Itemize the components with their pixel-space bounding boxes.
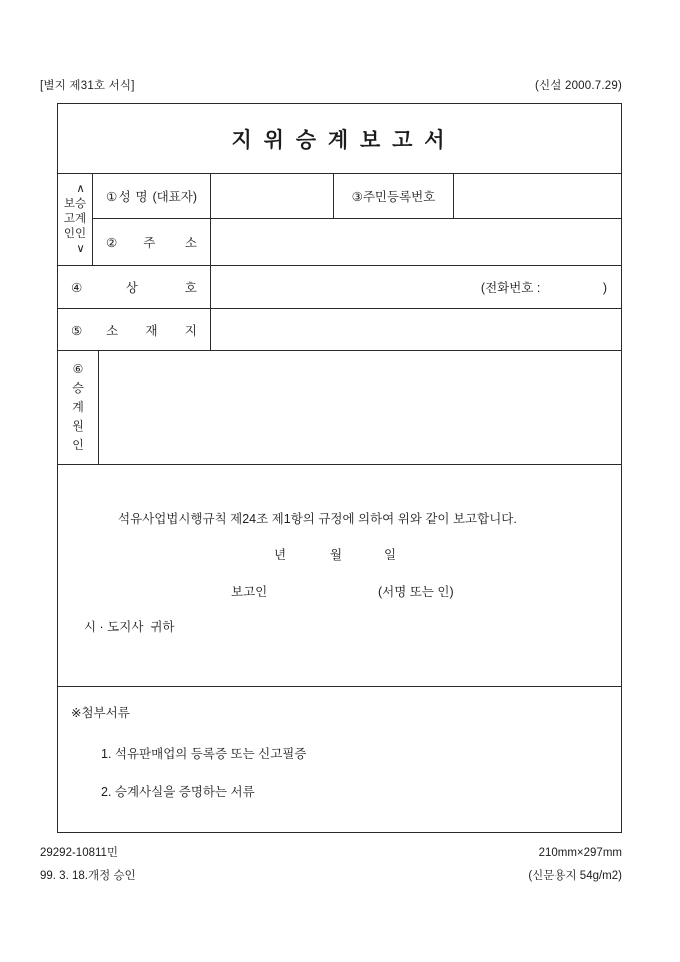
succession-cause-row bbox=[58, 351, 621, 465]
revision-approval-note: 99. 3. 18.개정 승인 bbox=[40, 870, 136, 882]
bracket-top-char: ∧ bbox=[76, 183, 85, 195]
location-label: ⑤소 재 지 bbox=[71, 323, 197, 338]
name-row bbox=[93, 174, 621, 219]
signer-label: 보고인 bbox=[231, 585, 268, 599]
location-row bbox=[58, 309, 621, 351]
location-value-cell bbox=[211, 309, 621, 350]
phone-number-note: (전화번호 : ) bbox=[480, 281, 607, 295]
succession-cause-value-cell bbox=[99, 351, 621, 464]
trade-name-value-cell bbox=[211, 266, 621, 308]
signature-or-seal-note: (서명 또는 인) bbox=[378, 585, 454, 599]
name-value-cell bbox=[211, 174, 334, 218]
trade-name-label-cell bbox=[58, 266, 211, 308]
trade-name-label: ④상 호 bbox=[71, 281, 197, 295]
vertical-char: 승 bbox=[72, 381, 84, 395]
bracket-bottom-char: ∨ bbox=[76, 243, 85, 255]
form-outer-box bbox=[57, 103, 622, 833]
resident-no-label: ③주민등록번호 bbox=[351, 190, 436, 204]
attachments-header: ※첨부서류 bbox=[71, 706, 130, 720]
name-label-cell bbox=[93, 174, 211, 218]
resident-no-value-cell bbox=[454, 174, 621, 218]
date-day-label: 일 bbox=[384, 548, 397, 562]
vertical-char: 인 bbox=[72, 438, 84, 452]
footer-left bbox=[40, 842, 136, 888]
recipient-line: 시 · 도지사 귀하 bbox=[84, 620, 175, 634]
address-label: ②주 소 bbox=[106, 236, 197, 250]
address-row bbox=[93, 219, 621, 265]
date-year-label: 년 bbox=[274, 548, 287, 562]
vertical-char: 계 bbox=[75, 213, 87, 225]
reporter-label-column bbox=[64, 197, 75, 242]
declaration-statement: 석유사업법시행규칙 제24조 제1항의 규정에 의하여 위와 같이 보고합니다. bbox=[118, 512, 517, 526]
date-month-label: 월 bbox=[330, 548, 343, 562]
vertical-char: 인 bbox=[75, 228, 87, 240]
successor-label-column bbox=[75, 182, 86, 257]
vertical-char: 승 bbox=[75, 198, 87, 210]
vertical-char: ⑥ bbox=[72, 362, 84, 376]
address-value-cell bbox=[211, 219, 621, 265]
vertical-char: 보 bbox=[63, 198, 75, 210]
succession-cause-vertical-label bbox=[58, 351, 99, 464]
vertical-char: 원 bbox=[72, 419, 84, 433]
reporter-successor-vertical-label bbox=[58, 174, 93, 265]
reporter-fields bbox=[93, 174, 621, 265]
address-label-cell bbox=[93, 219, 211, 265]
attachment-item: 1. 석유판매업의 등록증 또는 신고필증 bbox=[101, 747, 307, 761]
reporter-section bbox=[58, 174, 621, 266]
revision-note: (신설 2000.7.29) bbox=[534, 80, 622, 92]
paper-type-note: (신문용지 54g/m2) bbox=[528, 870, 622, 882]
succession-cause-column bbox=[72, 360, 84, 455]
vertical-char: 인 bbox=[63, 228, 75, 240]
form-reference: [별지 제31호 서식] bbox=[40, 80, 135, 92]
title-row bbox=[58, 104, 621, 174]
location-label-cell bbox=[58, 309, 211, 350]
footer-right bbox=[528, 842, 622, 888]
attachment-item: 2. 승계사실을 증명하는 서류 bbox=[101, 785, 255, 799]
vertical-char: 계 bbox=[72, 400, 84, 414]
form-control-number: 29292-10811민 bbox=[40, 847, 119, 859]
resident-no-label-cell bbox=[334, 174, 454, 218]
attachments-section bbox=[58, 687, 621, 832]
page-title: 지 위 승 계 보 고 서 bbox=[231, 128, 448, 152]
name-label: ①성 명 (대표자) bbox=[106, 190, 197, 204]
declaration-section bbox=[58, 465, 621, 687]
trade-name-row bbox=[58, 266, 621, 309]
paper-size-note: 210mm×297mm bbox=[538, 847, 622, 859]
vertical-char: 고 bbox=[63, 213, 75, 225]
